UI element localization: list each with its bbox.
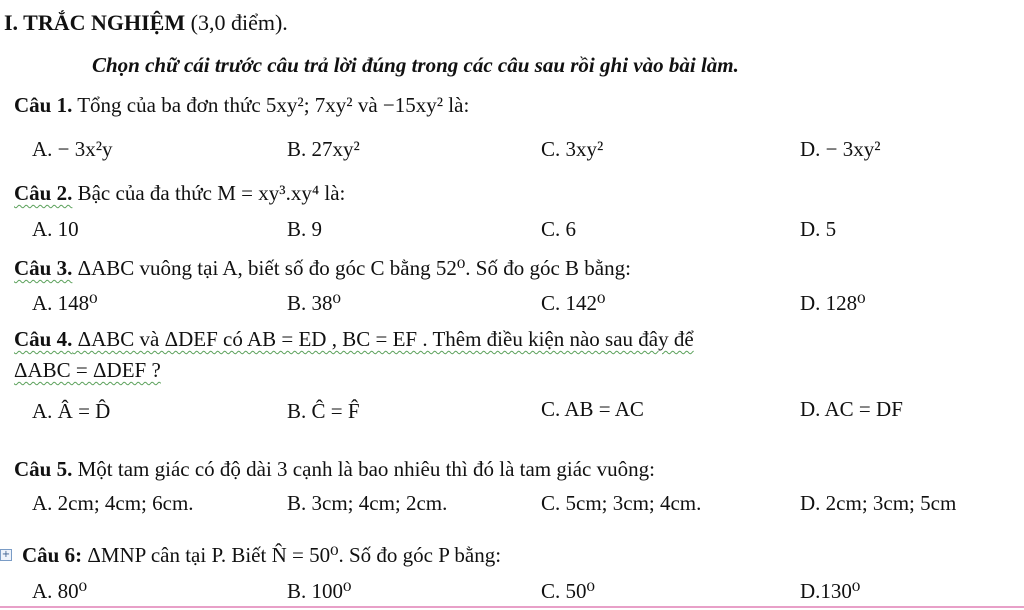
q3-option-a[interactable]: A. 148⁰ [32,291,98,315]
q2-option-a[interactable]: A. 10 [32,217,79,241]
q2-option-d[interactable]: D. 5 [800,217,837,241]
q4-option-c[interactable]: C. AB = AC [541,397,644,421]
q6-option-a[interactable]: A. 80⁰ [32,579,88,603]
q4-option-d[interactable]: D. AC = DF [800,397,903,421]
question-4 [14,326,694,352]
question-1 [14,92,469,118]
q5-option-a[interactable]: A. 2cm; 4cm; 6cm. [32,491,194,515]
q4-option-b[interactable]: B. Ĉ = F̂ [287,399,360,423]
q1-option-a[interactable]: A. − 3x²y [32,137,113,161]
question-text: ΔABC vuông tại A, biết số đo góc C bằng 52⁰. Số đo góc B bằng: [72,256,631,280]
question-label: Câu 5. [14,457,73,481]
q3-option-b[interactable]: B. 38⁰ [287,291,341,315]
page-bottom-border [0,606,1024,608]
question-text: Một tam giác có độ dài 3 cạnh là bao nhiêu thì đó là tam giác vuông: [72,457,655,481]
question-text: ΔMNP cân tại P. Biết N̂ = 50⁰. Số đo góc P bằng: [82,543,502,567]
question-text: Tổng của ba đơn thức 5xy²; 7xy² và −15xy² là: [72,93,470,117]
instruction: Chọn chữ cái trước câu trả lời đúng trong các câu sau rồi ghi vào bài làm. [92,53,739,77]
q1-option-d[interactable]: D. − 3xy² [800,137,881,161]
question-3 [14,255,631,281]
question-label: Câu 2. [14,181,73,205]
q6-option-b[interactable]: B. 100⁰ [287,579,352,603]
question-5 [14,456,655,482]
question-text: ΔABC và ΔDEF có AB = ED , BC = EF . Thêm điều kiện nào sau đây để [72,327,694,351]
question-label: Câu 4. [14,327,73,351]
q3-option-c[interactable]: C. 142⁰ [541,291,606,315]
q5-option-b[interactable]: B. 3cm; 4cm; 2cm. [287,491,448,515]
question-label: Câu 3. [14,256,73,280]
expand-icon[interactable]: + [1,549,11,560]
q6-option-c[interactable]: C. 50⁰ [541,579,595,603]
q3-option-d[interactable]: D. 128⁰ [800,291,866,315]
q1-option-c[interactable]: C. 3xy² [541,137,604,161]
q5-option-d[interactable]: D. 2cm; 3cm; 5cm [800,491,957,515]
question-4-continuation: ΔABC = ΔDEF ? [14,358,161,382]
q5-option-c[interactable]: C. 5cm; 3cm; 4cm. [541,491,702,515]
q6-option-d[interactable]: D.130⁰ [800,579,861,603]
section-heading: I. TRẮC NGHIỆM [4,10,186,35]
question-text: Bậc của đa thức M = xy³.xy⁴ là: [72,181,346,205]
question-2 [14,180,345,206]
question-6 [22,542,501,568]
q2-option-c[interactable]: C. 6 [541,217,577,241]
section-score: (3,0 điểm). [185,10,288,35]
q1-option-b[interactable]: B. 27xy² [287,137,360,161]
q4-option-a[interactable]: A. Â = D̂ [32,399,111,423]
section-title [4,10,288,36]
q2-option-b[interactable]: B. 9 [287,217,323,241]
question-label: Câu 6: [22,543,83,567]
question-label: Câu 1. [14,93,73,117]
